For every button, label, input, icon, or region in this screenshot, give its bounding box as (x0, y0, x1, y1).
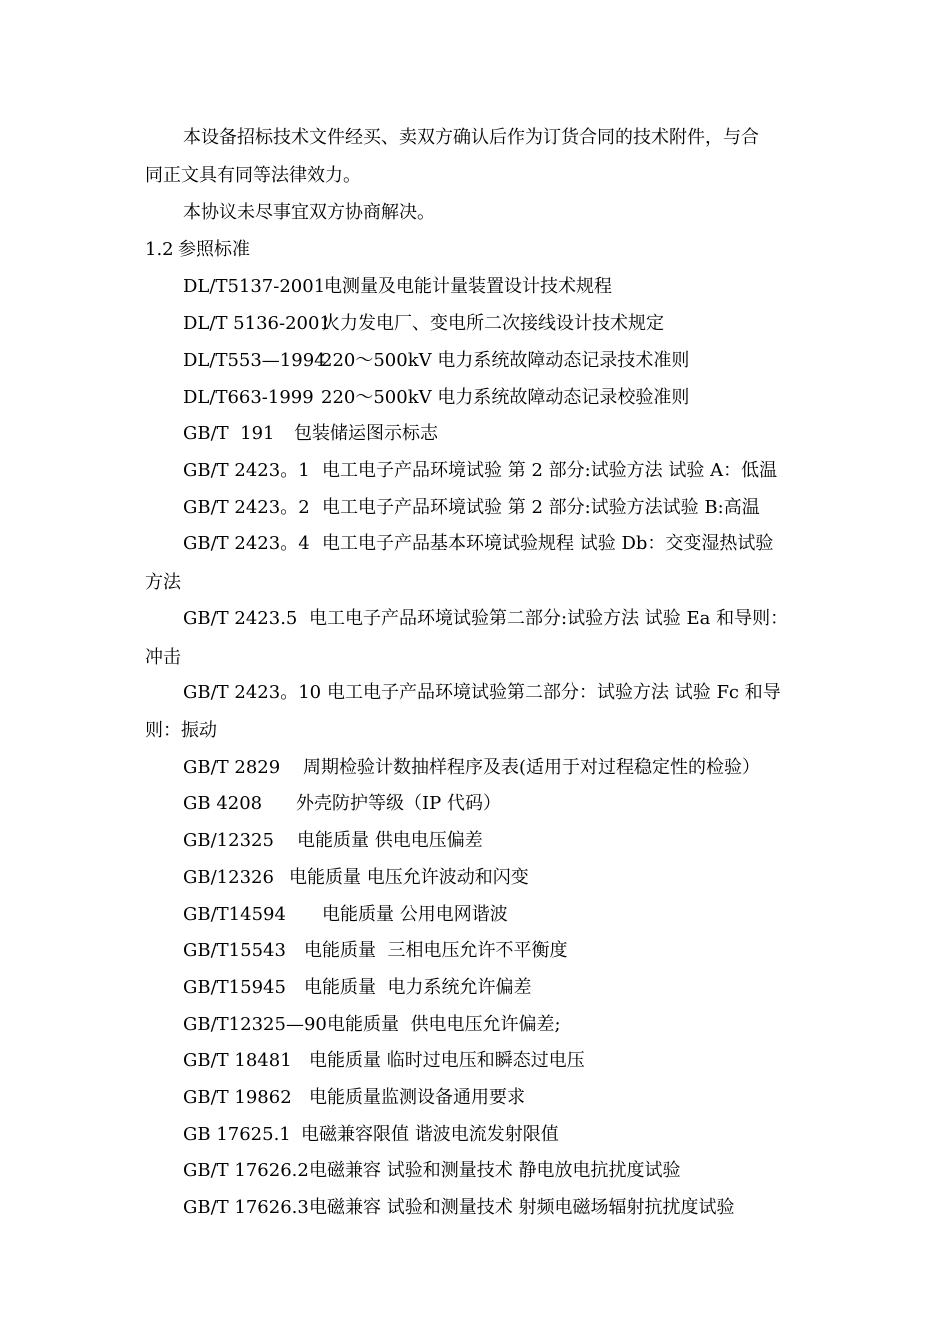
standard-title: 电工电子产品环境试验第二部分:试验方法 试验 Ea 和导则： (309, 608, 789, 629)
standard-title: 电工电子产品环境试验 第 2 部分:试验方法试验 B:高温 (322, 497, 760, 518)
standard-code: GB/T15945 (183, 977, 286, 998)
standard-title: 220～500kV 电力系统故障动态记录技术准则 (321, 350, 690, 371)
standard-title: 电磁兼容限值 谐波电流发射限值 (301, 1124, 559, 1145)
standard-code: GB/T15543 (183, 940, 286, 961)
standard-code: GB/T 2423。4 (183, 533, 310, 554)
standard-title: 电磁兼容 试验和测量技术 射频电磁场辐射抗扰度试验 (309, 1197, 735, 1218)
standard-code: GB/12325 (183, 830, 274, 851)
standard-row (0, 1197, 950, 1285)
standard-code: DL/T553—1994 (183, 350, 326, 371)
standard-title: 火力发电厂、变电所二次接线设计技术规定 (322, 313, 664, 334)
standard-title: 周期检验计数抽样程序及表(适用于对过程稳定性的检验） (303, 757, 761, 778)
standard-code: GB/T 2423.5 (183, 608, 298, 629)
standard-code: GB 17625.1 (183, 1124, 291, 1145)
paragraph-text: 同正文具有同等法律效力。 (145, 165, 361, 186)
standard-title-continuation: 方法 (145, 572, 181, 593)
standard-title: 电工电子产品环境试验 第 2 部分:试验方法 试验 A：低温 (322, 460, 778, 481)
standard-title: 电磁兼容 试验和测量技术 静电放电抗扰度试验 (309, 1160, 681, 1181)
standard-code: GB/T 2423。1 (183, 460, 310, 481)
standard-code: DL/T663-1999 (183, 387, 314, 408)
standard-code: GB/T12325—90 (183, 1014, 327, 1035)
standard-title: 外壳防护等级（IP 代码） (296, 793, 501, 814)
standard-title: 电工电子产品基本环境试验规程 试验 Db：交变湿热试验 (322, 533, 774, 554)
standard-code: GB/T 2829 (183, 757, 281, 778)
standard-title-continuation: 冲击 (145, 647, 181, 668)
standard-title: 电能质量监测设备通用要求 (309, 1087, 525, 1108)
standard-code: GB/T 191 (183, 423, 275, 444)
standard-title: 电能质量 供电电压偏差 (297, 830, 483, 851)
standard-code: GB/T 2423。10 (183, 682, 322, 703)
standard-code: DL/T5137-2001 (183, 276, 326, 297)
paragraph-text: 本协议未尽事宜双方协商解决。 (183, 202, 435, 223)
standard-title: 电工电子产品环境试验第二部分：试验方法 试验 Fc 和导 (327, 682, 781, 703)
standard-title-continuation: 则：振动 (145, 720, 217, 741)
standard-title: 电能质量 三相电压允许不平衡度 (304, 940, 568, 961)
standard-code: GB/T 2423。2 (183, 497, 310, 518)
standard-code: GB/T 19862 (183, 1087, 292, 1108)
standard-title: 电能质量 公用电网谐波 (322, 904, 508, 925)
standard-code: GB/T 17626.2 (183, 1160, 309, 1181)
standard-code: GB/T 18481 (183, 1050, 292, 1071)
standard-code: GB 4208 (183, 793, 263, 814)
standard-title: 电能质量 供电电压允许偏差; (327, 1014, 561, 1035)
standard-code: GB/12326 (183, 867, 274, 888)
standard-code: GB/T 17626.3 (183, 1197, 309, 1218)
standard-title: 包装储运图示标志 (294, 423, 438, 444)
standard-code: DL/T 5136-2001 (183, 313, 331, 334)
standard-title: 电能质量 临时过电压和瞬态过电压 (309, 1050, 585, 1071)
standard-title: 电能质量 电压允许波动和闪变 (289, 867, 529, 888)
section-number: 1.2 (145, 239, 174, 260)
standard-title: 电测量及电能计量装置设计技术规程 (324, 276, 612, 297)
standard-code: GB/T14594 (183, 904, 286, 925)
section-title: 参照标准 (178, 239, 250, 260)
standard-title: 220～500kV 电力系统故障动态记录校验准则 (321, 387, 690, 408)
paragraph-text: 本设备招标技术文件经买、卖双方确认后作为订货合同的技术附件，与合 (183, 127, 759, 148)
standard-title: 电能质量 电力系统允许偏差 (304, 977, 532, 998)
